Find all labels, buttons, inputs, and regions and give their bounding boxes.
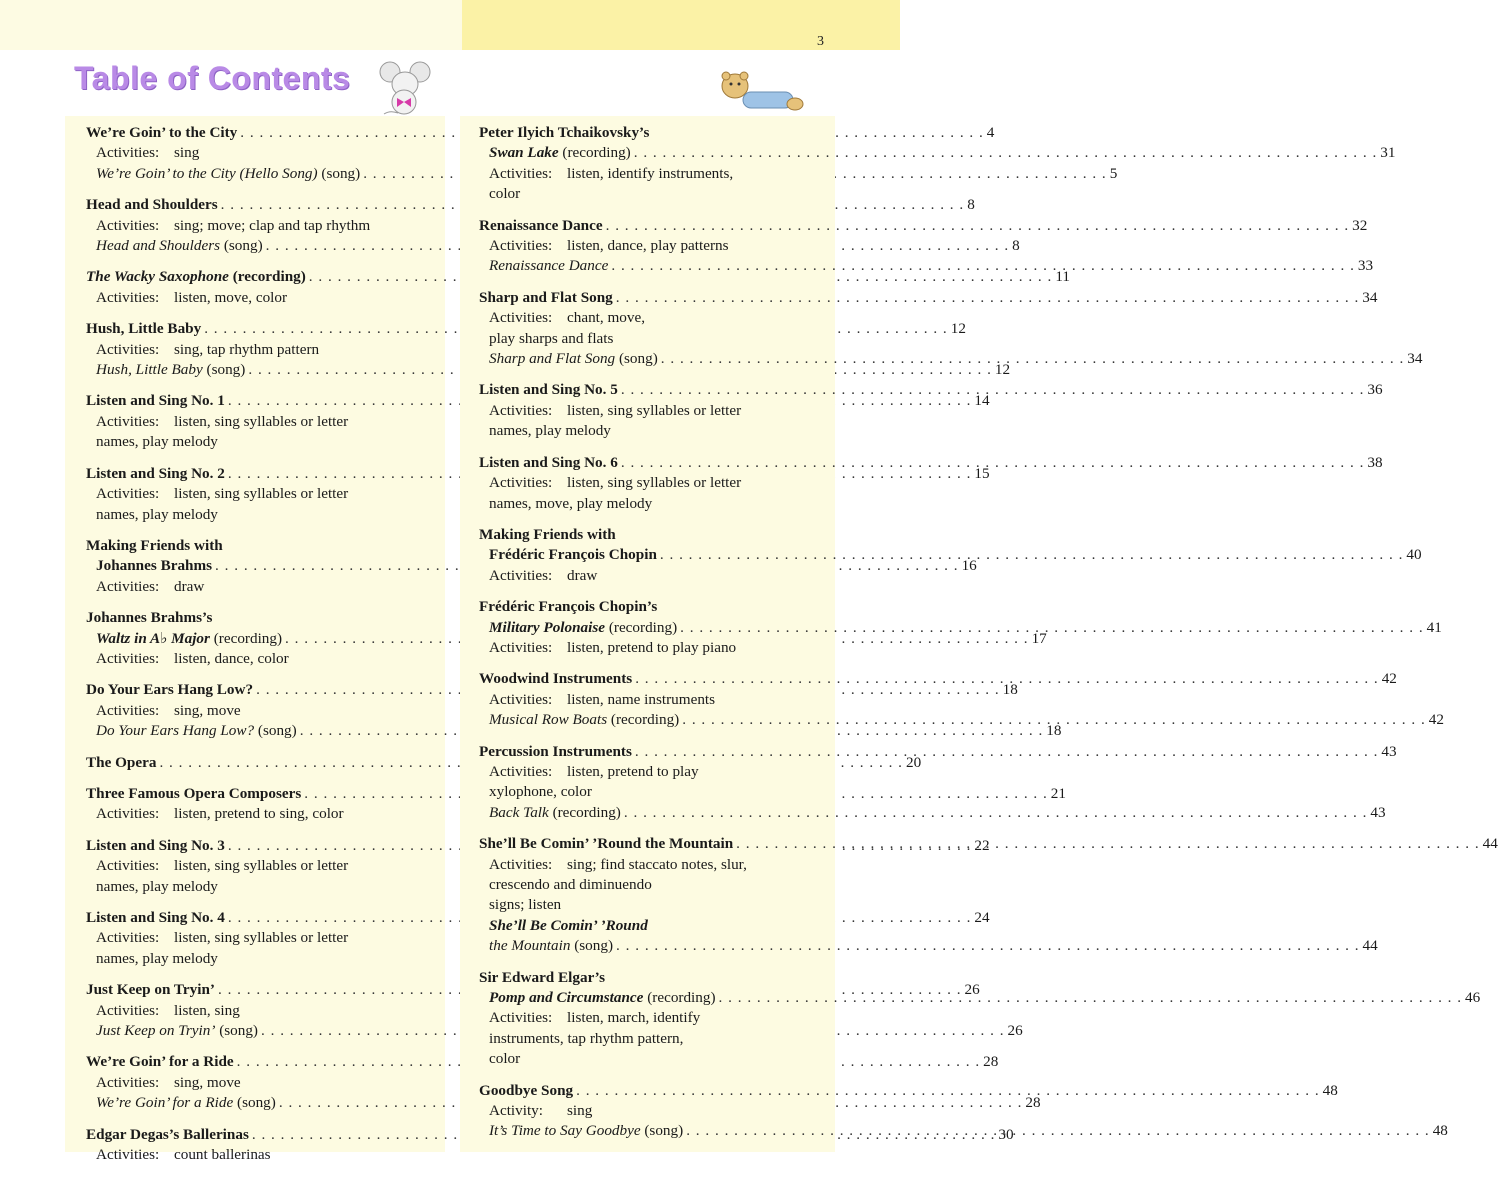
dot-leader	[682, 710, 1426, 730]
activities-label: Activity:	[489, 1102, 543, 1120]
entry-page: 11	[1055, 268, 1070, 286]
entry-title-line	[479, 288, 1378, 308]
activities-line	[86, 1073, 425, 1093]
activities-text: listen, identify instruments,	[567, 164, 734, 182]
activities-line	[86, 701, 425, 721]
song-page: 5	[1109, 164, 1118, 182]
entry-title-line	[479, 669, 1397, 689]
activities-line	[86, 949, 425, 969]
activities-line	[86, 1001, 425, 1021]
entry-page: 32	[1352, 216, 1368, 234]
entry-title: Listen and Sing No. 2	[86, 464, 225, 482]
activities-text: sing; find staccato notes, slur,	[567, 855, 747, 873]
entry-title: Sir Edward Elgar’s	[479, 968, 606, 986]
song-entry	[489, 803, 621, 823]
activities-text: listen, name instruments	[567, 690, 716, 708]
activities-line	[479, 875, 817, 895]
song-title: Do Your Ears Hang Low?	[96, 722, 255, 740]
activities-label: Activities:	[96, 577, 160, 595]
activities-text: sing, tap rhythm pattern	[174, 340, 320, 358]
entry-page: 17	[1031, 629, 1047, 647]
entry-title: Johannes Brahms’s	[86, 609, 213, 627]
entry-page: 26	[964, 981, 980, 999]
dot-leader	[634, 143, 1378, 163]
activities-line	[86, 804, 425, 824]
activities-line	[479, 1008, 817, 1028]
song-suffix: (song)	[202, 361, 246, 379]
entry-page: 4	[986, 124, 995, 141]
song-line	[86, 360, 1011, 380]
song-title: She’ll Be Comin’ ’Round	[489, 916, 648, 934]
entry-title: Johannes Brahms	[96, 557, 213, 575]
entry-title: She’ll Be Comin’ ’Round the Mountain	[479, 835, 734, 853]
entry-title: Do Your Ears Hang Low?	[86, 681, 254, 699]
entry-work-line	[479, 143, 1396, 163]
entry-title: Listen and Sing No. 1	[86, 392, 225, 410]
entry-title-line	[86, 536, 425, 556]
entry-page: 34	[1362, 288, 1378, 306]
activities-text: listen, sing	[174, 1001, 240, 1019]
song-page: 28	[1025, 1094, 1041, 1112]
activities-label: Activities:	[96, 701, 160, 719]
dot-leader	[660, 545, 1404, 565]
entry-title: Just Keep on Tryin’	[86, 981, 215, 999]
activities-label: Activities:	[96, 485, 160, 503]
entry-title: Listen and Sing No. 4	[86, 909, 225, 926]
song-page: 8	[1012, 237, 1020, 255]
song-suffix: (song)	[317, 164, 361, 182]
activities-line	[479, 421, 817, 441]
song-title: Renaissance Dance	[489, 257, 609, 275]
activities-text: crescendo and diminuendo	[489, 876, 652, 893]
entry-title: Making Friends with	[479, 525, 616, 543]
song-line	[479, 936, 1378, 956]
activities-label: Activities:	[489, 1009, 553, 1027]
song-entry	[489, 349, 658, 369]
top-band-highlight	[462, 0, 900, 50]
activities-text: listen, sing syllables or letter	[174, 412, 349, 430]
entry-page: 36	[1367, 381, 1383, 399]
activities-line	[479, 473, 817, 493]
entry-page: 41	[1426, 618, 1442, 636]
activities-line	[479, 1049, 817, 1069]
activities-line	[86, 216, 425, 236]
entry-title: Making Friends with	[86, 536, 223, 554]
song-page: 12	[994, 361, 1011, 379]
activities-line	[86, 412, 425, 432]
song-title: We’re Goin’ to the City (Hello Song)	[96, 164, 318, 182]
activities-label: Activities:	[96, 340, 160, 358]
activities-text: color	[489, 1050, 521, 1068]
activities-text: listen, dance, color	[174, 649, 289, 667]
activities-text: color	[489, 185, 521, 203]
activities-label: Activities:	[489, 164, 553, 182]
song-suffix: (song)	[570, 937, 614, 955]
entry-page: 38	[1367, 453, 1383, 471]
dot-leader	[635, 742, 1379, 762]
activities-text: chant, move,	[567, 309, 646, 327]
dot-leader	[621, 380, 1365, 400]
activities-line	[86, 484, 425, 504]
dot-leader	[611, 256, 1355, 276]
activities-text: instruments, tap rhythm pattern,	[489, 1029, 684, 1047]
song-line	[479, 916, 817, 936]
song-line	[479, 349, 1423, 369]
song-suffix: (song)	[215, 1022, 258, 1040]
activities-text: listen, sing syllables or letter	[567, 474, 742, 492]
entry-title: Frédéric François Chopin’s	[479, 598, 658, 616]
activities-line	[479, 184, 817, 204]
entry-title-line	[86, 267, 1070, 287]
song-entry	[96, 236, 263, 256]
activities-line	[479, 762, 817, 782]
dot-leader	[624, 803, 1368, 823]
entry-title-line	[479, 1081, 1338, 1101]
activities-text: listen, march, identify	[567, 1009, 701, 1027]
entry-title: Woodwind Instruments	[479, 670, 633, 688]
activities-label: Activities:	[96, 1001, 160, 1019]
entry-title: Listen and Sing No. 3	[86, 836, 225, 854]
activities-text: xylophone, color	[489, 783, 592, 801]
entry-work-title: Military Polonaise	[489, 618, 606, 636]
entry-title: Percussion Instruments	[479, 742, 632, 760]
dot-leader	[576, 1081, 1320, 1101]
entry-title-line	[86, 608, 425, 628]
activities-line	[86, 649, 425, 669]
entry-page: 43	[1381, 742, 1397, 760]
dot-leader	[661, 349, 1405, 369]
activities-label: Activities:	[489, 638, 553, 656]
entry-page: 24	[974, 909, 990, 926]
entry-title-suffix: (recording)	[228, 268, 306, 286]
activities-line	[479, 308, 817, 328]
song-entry	[96, 164, 360, 184]
song-suffix: (recording)	[607, 711, 680, 729]
activities-label: Activities:	[96, 805, 160, 823]
entry-page: 15	[974, 464, 990, 482]
song-line	[479, 710, 1444, 730]
entry-page: 16	[961, 557, 977, 575]
activities-line	[86, 432, 425, 452]
entry-title-italic: The Wacky Saxophone	[86, 268, 229, 286]
entry-title: We’re Goin’ to the City	[86, 124, 238, 141]
mouse-illustration-icon	[370, 58, 440, 118]
entry-title: Peter Ilyich Tchaikovsky’s	[479, 124, 650, 141]
entry-work-suffix: (recording)	[605, 618, 678, 636]
page-number: 3	[817, 34, 824, 49]
dot-leader	[719, 988, 1463, 1008]
activities-text: count ballerinas	[174, 1146, 271, 1164]
song-suffix: (recording)	[548, 803, 621, 821]
song-title: Hush, Little Baby	[96, 361, 203, 379]
entry-work-title: Swan Lake	[489, 144, 559, 162]
activities-text: listen, move, color	[174, 288, 288, 306]
activities-line	[479, 690, 817, 710]
song-page: 48	[1432, 1122, 1448, 1140]
activities-text: sing	[174, 144, 200, 162]
activities-line	[479, 1029, 817, 1049]
song-page: 43	[1370, 803, 1386, 821]
song-suffix: (song)	[233, 1094, 276, 1112]
entry-page: 18	[1002, 681, 1018, 699]
activities-label: Activities:	[489, 237, 553, 255]
song-title: Just Keep on Tryin’	[96, 1022, 216, 1040]
entry-title: Edgar Degas’s Ballerinas	[86, 1125, 249, 1143]
activities-line	[86, 288, 425, 308]
activities-label: Activities:	[489, 474, 553, 492]
activities-text: sing	[567, 1102, 593, 1120]
song-line	[479, 256, 1374, 276]
entry-page: 40	[1406, 546, 1422, 564]
entry-title-line	[479, 216, 1368, 236]
song-title: Musical Row Boats	[489, 711, 608, 729]
song-title: It’s Time to Say Goodbye	[489, 1122, 641, 1140]
activities-text: listen, sing syllables or letter	[567, 401, 742, 419]
activities-label: Activities:	[96, 1146, 160, 1164]
entry-title-line	[479, 545, 1422, 565]
activities-label: Activities:	[96, 412, 160, 430]
song-entry	[489, 710, 679, 730]
entry-page: 28	[983, 1053, 999, 1071]
entry-title: Head and Shoulders	[86, 196, 218, 214]
entry-title: Frédéric François Chopin	[489, 546, 657, 564]
entry-title: The Opera	[86, 753, 157, 771]
entry-page: 14	[974, 392, 990, 410]
entry-title: Goodbye Song	[479, 1081, 574, 1099]
song-entry	[96, 1093, 276, 1113]
entry-title: Renaissance Dance	[479, 216, 603, 234]
song-page: 42	[1428, 711, 1444, 729]
dot-leader	[616, 936, 1360, 956]
song-line	[86, 721, 1062, 741]
activities-label: Activities:	[96, 929, 160, 947]
song-suffix: (song)	[640, 1122, 684, 1140]
song-line	[479, 803, 1386, 823]
entry-page: 21	[1050, 784, 1066, 802]
activities-text: draw	[174, 577, 205, 595]
activities-line	[479, 855, 817, 875]
song-suffix: (song)	[254, 722, 297, 740]
activities-label: Activities:	[489, 690, 553, 708]
song-entry	[489, 1121, 683, 1141]
activities-text: draw	[567, 566, 598, 584]
entry-page: 42	[1381, 670, 1397, 688]
entry-title-line	[86, 195, 975, 215]
dot-leader	[635, 669, 1379, 689]
activities-label: Activities:	[489, 762, 553, 780]
activities-line	[479, 494, 817, 514]
activities-line	[479, 164, 817, 184]
activities-text: names, play melody	[96, 949, 218, 967]
entry-page: 22	[974, 836, 990, 854]
activities-text: listen, sing syllables or letter	[174, 485, 349, 503]
song-entry	[96, 1021, 258, 1041]
song-page: 44	[1362, 937, 1378, 955]
page-title: Table of Contents	[74, 60, 351, 96]
entry-title-line	[479, 597, 817, 617]
activities-line	[479, 329, 817, 349]
activities-line	[86, 143, 425, 163]
dot-leader	[680, 618, 1424, 638]
entry-page: 31	[1380, 144, 1396, 162]
entry-title-line	[479, 123, 817, 143]
activities-text: listen, pretend to play	[567, 762, 699, 780]
entry-title: We’re Goin’ for a Ride	[86, 1053, 234, 1071]
entry-title-line	[479, 525, 817, 545]
song-title: Back Talk	[489, 803, 549, 821]
activities-label: Activities:	[489, 855, 553, 873]
activities-label: Activities:	[96, 649, 160, 667]
activities-text: play sharps and flats	[489, 329, 614, 347]
activities-label: Activities:	[489, 566, 553, 584]
activities-line	[479, 895, 817, 915]
activities-label: Activities:	[489, 401, 553, 419]
activities-label: Activities:	[96, 1073, 160, 1091]
toc-entry[interactable]	[86, 391, 990, 452]
activities-line	[86, 340, 425, 360]
activities-text: names, play melody	[96, 877, 218, 895]
song-page: 26	[1007, 1022, 1023, 1040]
entry-page: 12	[950, 320, 966, 338]
activities-label: Activities:	[489, 309, 553, 327]
entry-work-title: Waltz in A♭ Major	[96, 629, 210, 647]
entry-title: Listen and Sing No. 6	[479, 453, 618, 471]
dot-leader	[606, 216, 1350, 236]
activities-line	[86, 505, 425, 525]
entry-title	[86, 267, 306, 287]
activities-label: Activities:	[96, 857, 160, 875]
song-suffix: (song)	[220, 237, 263, 255]
song-title: Head and Shoulders	[96, 237, 221, 255]
activities-label: Activities:	[96, 144, 160, 162]
activities-line	[86, 577, 425, 597]
song-entry	[489, 936, 613, 956]
entry-title: Three Famous Opera Composers	[86, 784, 302, 802]
entry-title: Hush, Little Baby	[86, 320, 202, 338]
activities-text: listen, pretend to sing, color	[174, 805, 344, 823]
activities-line	[86, 928, 425, 948]
entry-work	[489, 988, 716, 1008]
entry-page: 48	[1322, 1081, 1338, 1099]
entry-page: 8	[967, 196, 975, 214]
song-title: We’re Goin’ for a Ride	[96, 1094, 234, 1112]
activities-line	[479, 236, 817, 256]
entry-page: 44	[1482, 835, 1498, 853]
activities-label: Activities:	[96, 288, 160, 306]
song-suffix: (song)	[615, 350, 658, 368]
activities-line	[86, 856, 425, 876]
entry-work	[96, 629, 282, 649]
song-entry	[96, 360, 245, 380]
activities-text: names, play melody	[96, 433, 218, 451]
activities-text: listen, pretend to play piano	[567, 638, 737, 656]
toc-entry[interactable]	[479, 123, 1396, 205]
song-entry	[489, 256, 608, 276]
entry-page: 30	[998, 1125, 1014, 1143]
activities-line	[86, 1145, 425, 1165]
entry-page: 20	[905, 753, 922, 771]
song-entry	[96, 721, 297, 741]
dot-leader	[736, 834, 1480, 854]
song-page: 18	[1046, 722, 1062, 740]
activities-text: names, move, play melody	[489, 494, 653, 512]
dot-leader	[616, 288, 1360, 308]
entry-work-suffix: (recording)	[643, 989, 716, 1007]
entry-title-line	[479, 968, 817, 988]
entry-work	[489, 618, 677, 638]
entry-work-suffix: (recording)	[558, 144, 631, 162]
activities-text: sing, move	[174, 1073, 241, 1091]
activities-text: listen, sing syllables or letter	[174, 857, 349, 875]
activities-text: sing, move	[174, 701, 241, 719]
activities-line	[479, 401, 817, 421]
activities-line	[479, 638, 817, 658]
entry-work-suffix: (recording)	[209, 629, 283, 647]
entry-title: Sharp and Flat Song	[479, 288, 613, 306]
entry-work-title: Pomp and Circumstance	[489, 989, 644, 1007]
activities-label: Activities:	[96, 216, 160, 234]
dot-leader	[686, 1121, 1430, 1141]
song-page: 34	[1407, 350, 1423, 368]
entry-page: 46	[1465, 989, 1481, 1007]
activities-text: listen, sing syllables or letter	[174, 929, 349, 947]
activities-text: names, play melody	[96, 505, 218, 523]
entry-title-line	[479, 380, 1383, 400]
activities-text: listen, dance, play patterns	[567, 237, 729, 255]
bear-illustration-icon	[715, 68, 805, 118]
entry-work	[489, 143, 631, 163]
activities-text: sing; move; clap and tap rhythm	[174, 216, 371, 234]
song-title: Sharp and Flat Song	[489, 350, 616, 368]
activities-line	[479, 782, 817, 802]
dot-leader	[621, 453, 1365, 473]
activities-line	[86, 877, 425, 897]
song-page: 33	[1357, 257, 1374, 275]
entry-title: Listen and Sing No. 5	[479, 381, 618, 399]
activities-line	[479, 566, 817, 586]
activities-line	[479, 1101, 817, 1121]
activities-text: names, play melody	[489, 422, 611, 440]
activities-text: signs; listen	[489, 896, 562, 914]
song-title: the Mountain	[489, 937, 571, 955]
